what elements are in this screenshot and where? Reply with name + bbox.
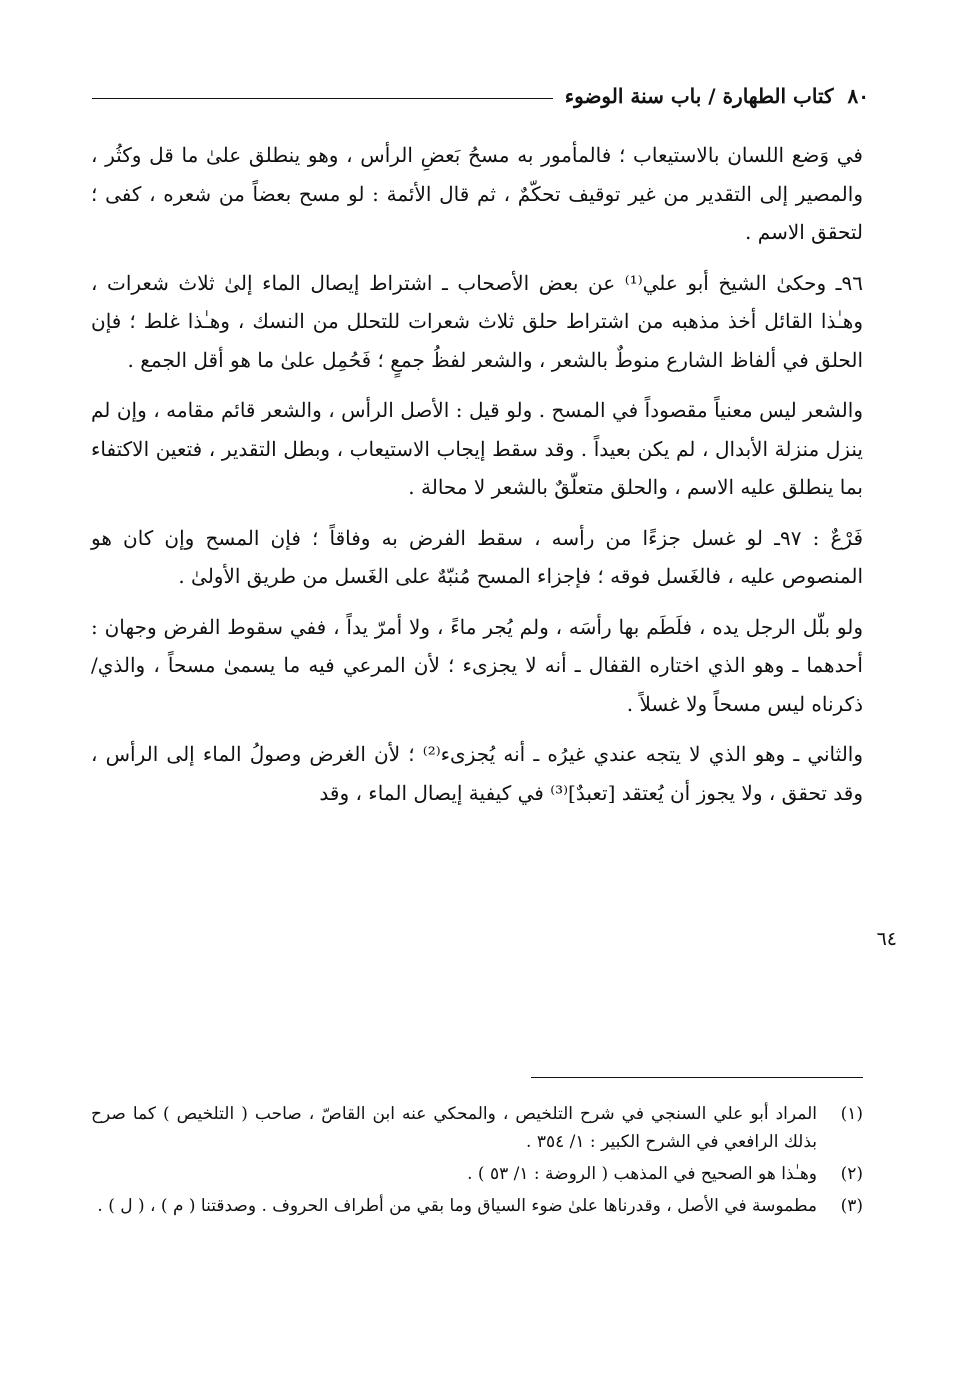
paragraph: والشعر ليس معنياً مقصوداً في المسح . ولو قيل : الأصل الرأس ، والشعر قائم مقامه ، وإن لم ينزل منزلة الأبدال ، لم يكن بعيداً . وقد سقط إيجاب الاستيعاب ، وبطل التقدير ، فتعين الاكتفاء بما ينطلق عليه الاسم ، والحلق متعلّقٌ بالشعر لا محالة .	[91, 398, 863, 499]
paragraph: ٩٦ـ وحكىٰ الشيخ أبو علي⁽¹⁾ عن بعض الأصحاب ـ اشتراط إيصال الماء إلىٰ ثلاث شعرات ، وهـٰذا القائل أخذ مذهبه من اشتراط حلق ثلاث شعرات للتحلل من النسك ، وهـٰذا غلط ؛ فإن الحلق في ألفاظ الشارع منوطٌ بالشعر ، والشعر لفظُ جمعٍ ؛ فَحُمِل علىٰ ما هو أقل الجمع .	[91, 270, 863, 372]
footnote-text: المراد أبو علي السنجي في شرح التلخيص ، والمحكي عنه ابن القاصّ ، صاحب ( التلخيص ) كما صرح بذلك الرافعي في الشرح الكبير : ١/ ٣٥٤ .	[91, 1104, 817, 1152]
footnote-number: (٣)	[840, 1196, 863, 1216]
page-header	[92, 84, 869, 108]
footnote-separator	[531, 1077, 863, 1078]
footnote-text: وهـٰذا هو الصحيح في المذهب ( الروضة : ١/ ٥٣ ) .	[467, 1164, 817, 1184]
footnote-text: مطموسة في الأصل ، وقدرناها علىٰ ضوء السياق وما بقي من أطراف الحروف . وصدقتنا ( م ) ، ( ل ) .	[97, 1196, 817, 1216]
main-text	[91, 136, 863, 824]
footnotes	[91, 1100, 863, 1224]
footnote-number: (١)	[840, 1104, 863, 1124]
running-title: كتاب الطهارة / باب سنة الوضوء	[564, 84, 834, 108]
paragraph: فَرْعٌ : ٩٧ـ لو غسل جزءًا من رأسه ، سقط الفرض به وفاقاً ؛ فإن المسح وإن كان هو المنصوص عليه ، فالغَسل فوقه ؛ فإجزاء المسح مُنبّهٌ على الغَسل من طريق الأولىٰ .	[91, 525, 863, 588]
paragraph: والثاني ـ وهو الذي لا يتجه عندي غيرُه ـ أنه يُجزىء⁽²⁾ ؛ لأن الغرض وصولُ الماء إلى الرأس ، وقد تحقق ، ولا يجوز أن يُعتقد [تعبدٌ]⁽³⁾ في كيفية إيصال الماء ، وقد	[91, 742, 863, 805]
footnote	[91, 1192, 863, 1220]
footnote	[91, 1100, 863, 1156]
header-rule	[92, 98, 553, 99]
footnote	[91, 1160, 863, 1188]
paragraph: في وَضع اللسان بالاستيعاب ؛ فالمأمور به مسحُ بَعضِ الرأس ، وهو ينطلق علىٰ ما قل وكثُر ، والمصير إلى التقدير من غير توقيف تحكّمٌ ، ثم قال الأئمة : لو مسح بعضاً من شعره ، كفى ؛ لتحقق الاسم .	[91, 143, 863, 244]
paragraph: ولو بلّل الرجل يده ، فلَطَم بها رأسَه ، ولم يُجر ماءً ، ولا أمرّ يداً ، ففي سقوط الفرض وجهان : أحدهما ـ وهو الذي اختاره القفال ـ أنه لا يجزىء ؛ لأن المرعي فيه ما يسمىٰ مسحاً ، والذي/ ذكرناه ليس مسحاً ولا غسلاً .	[91, 614, 863, 716]
page-number: ٨٠	[847, 84, 869, 108]
manuscript-folio-marker: ٦٤	[876, 928, 897, 950]
footnote-number: (٢)	[840, 1164, 863, 1184]
